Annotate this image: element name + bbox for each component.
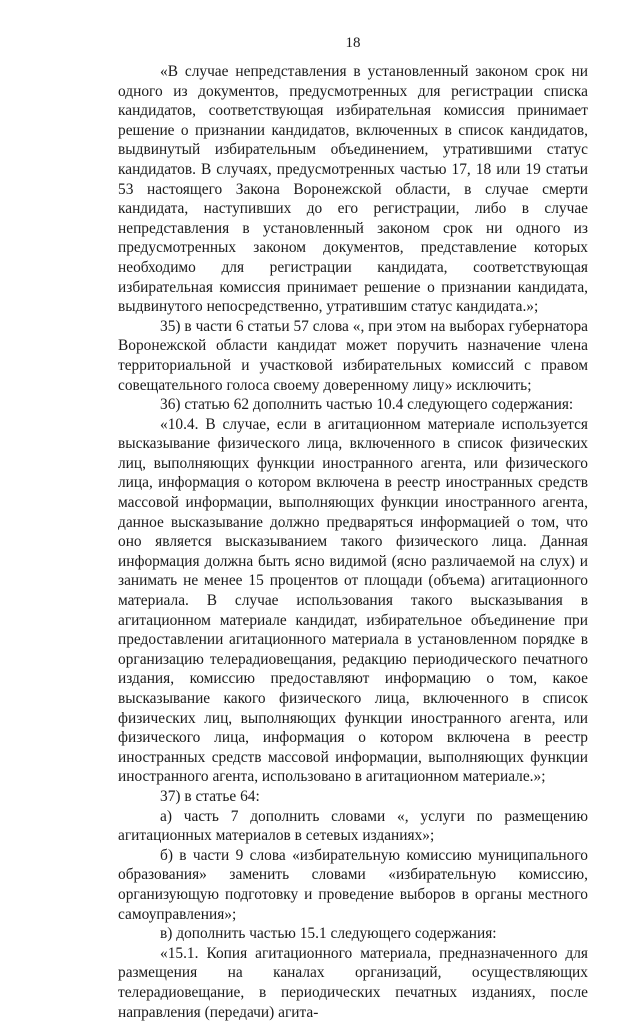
paragraph-subitem-b: б) в части 9 слова «избирательную комиссию муниципального образования» заменить словами «избирательную комиссию, организующую подготовку и проведение выборов в органы местного самоуправления»; [118,846,588,923]
paragraph-subitem-a: а) часть 7 дополнить словами «, услуги по размещению агитационных материалов в сетевых изданиях»; [118,807,588,845]
paragraph-candidate-status: «В случае непредставления в установленный законом срок ни одного из документов, предусмотренных для регистрации списка кандидатов, соответствующая избирательная комиссия принимает решение о признании кандидатов, включенных в список кандидатов, выдвинутый избирательным объединением, утратившими статус кандидатов. В случаях, предусмотренных частью 17, 18 или 19 статьи 53 настоящего Закона Воронежской области, в случае смерти кандидата, наступивших до его регистрации, либо в случае непредставления в установленный законом срок ни одного из предусмотренных законом документов, представление которых необходимо для регистрации кандидата, соответствующая избирательная комиссия принимает решение о признании кандидата, выдвинутого непосредственно, утратившим статус кандидата.»; [118,63,588,316]
paragraph-part-15-1: «15.1. Копия агитационного материала, предназначенного для размещения на каналах организаций, осуществляющих телерадиовещание, в периодических печатных изданиях, после направления (передачи) агита- [118,944,588,1021]
paragraph-item-36: 36) статью 62 дополнить частью 10.4 следующего содержания: [160,396,574,414]
page-number: 18 [345,35,361,51]
paragraph-part-10-4: «10.4. В случае, если в агитационном материале используется высказывание физического лица, включенного в список физических лиц, выполняющих функции иностранного агента, или физического лица, информация о котором включена в реестр иностранных средств массовой информации, выполняющих функции иностранного агента, данное высказывание должно предваряться информацией о том, что оно является высказыванием такого физического лица. Данная информация должна быть ясно видимой (ясно различаемой на слух) и занимать не менее 15 процентов от площади (объема) агитационного материала. В случае использования такого высказывания в агитационном материале кандидат, избирательное объединение при предоставлении агитационного материала в установленном порядке в организацию телерадиовещания, редакцию периодического печатного издания, комиссию предоставляют информацию о том, какое высказывание какого физического лица, включенного в список физических лиц, выполняющих функции иностранного агента, или физического лица, информация о котором включена в реестр иностранных средств массовой информации, выполняющих функции иностранного агента, использовано в агитационном материале.»; [118,415,588,786]
paragraph-subitem-v: в) дополнить частью 15.1 следующего содержания: [160,925,497,943]
paragraph-item-35: 35) в части 6 статьи 57 слова «, при этом на выборах губернатора Воронежской области кандидат может поручить назначение члена территориальной и участковой избирательных комиссий с правом совещательного голоса своему доверенному лицу» исключить; [118,317,588,394]
paragraph-item-37: 37) в статье 64: [160,787,260,805]
document-body [118,62,588,1022]
